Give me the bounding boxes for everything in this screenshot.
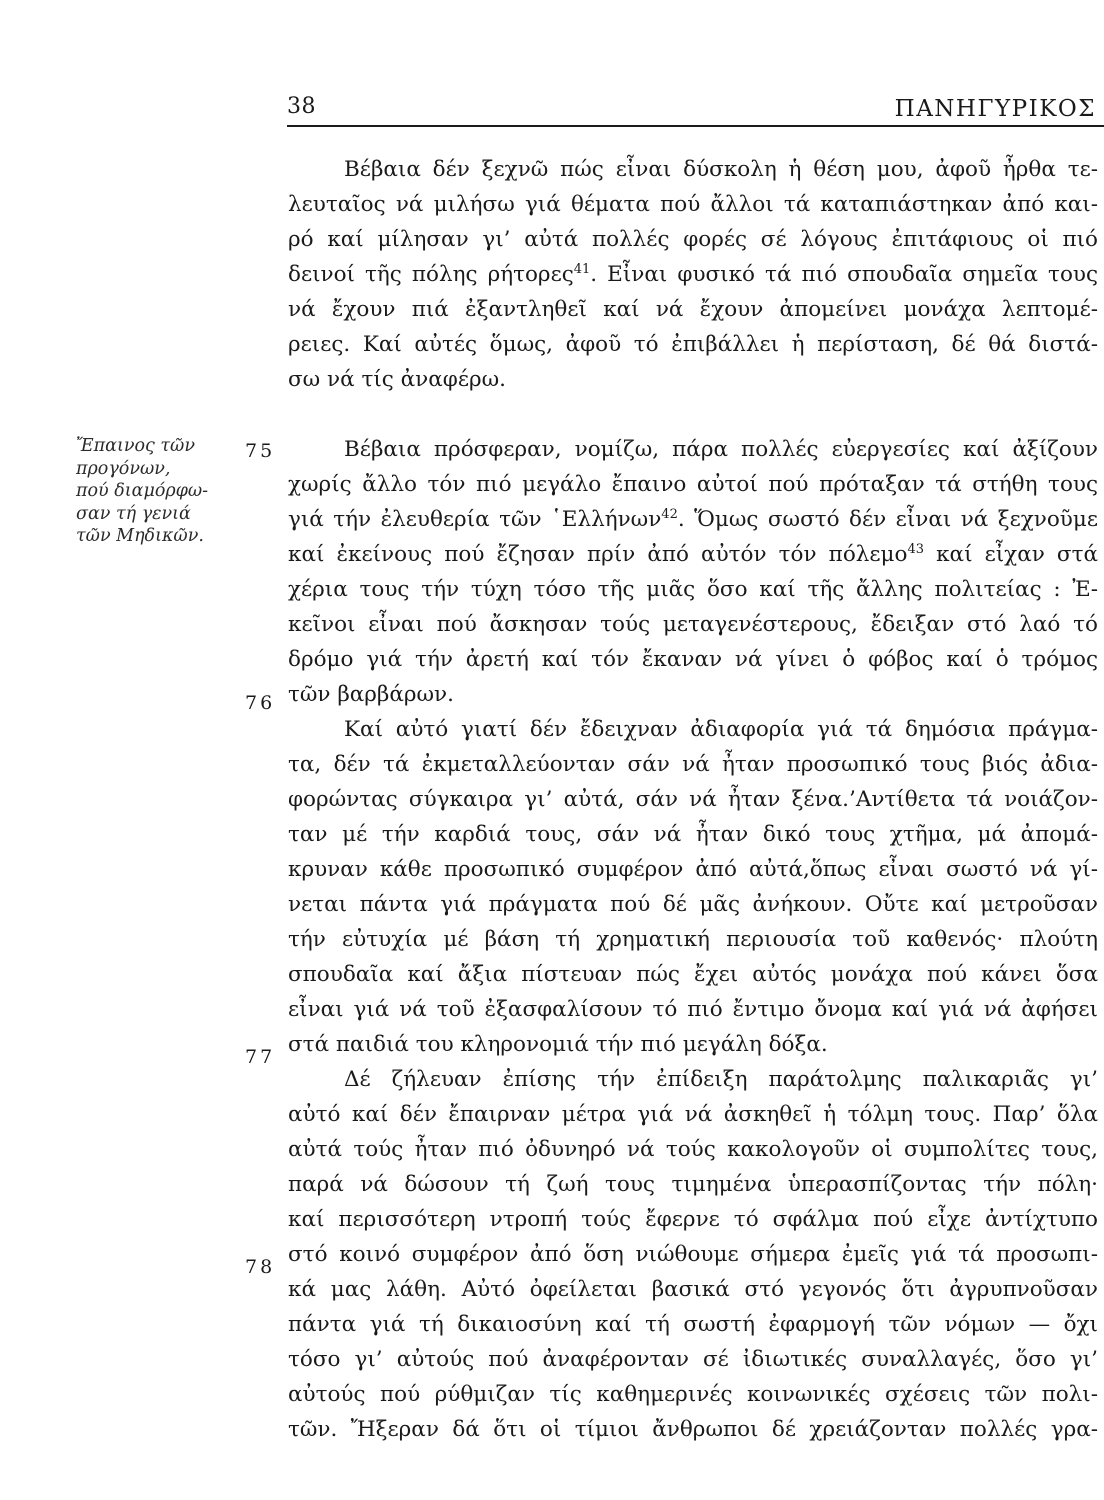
text-fragment: καί εἶχαν στά <box>924 542 1098 567</box>
header-rule <box>287 125 1104 127</box>
text-line: κά μας λάθη. Αὐτό ὀφείλεται βασικά στό γεγονός ὅτι ἀγρυπνοῦσαν <box>288 1277 1098 1302</box>
text-line: αὐτά τούς ἦταν πιό ὀδυνηρό νά τούς κακολογοῦν οἱ συμπολίτες τους, <box>288 1137 1098 1162</box>
text-line: νά ἔχουν πιά ἐξαντληθεῖ καί νά ἔχουν ἀπομείνει μονάχα λεπτομέ- <box>288 297 1098 322</box>
text-line: τόσο γι’ αὐτούς πού ἀναφέρονταν σέ ἰδιωτικές συναλλαγές, ὅσο γι’ <box>288 1347 1098 1372</box>
margin-note-line: σαν τή γενιά <box>76 503 191 524</box>
text-line: σω νά τίς ἀναφέρω. <box>288 367 506 392</box>
text-line: αὐτό καί δέν ἔπαιρναν μέτρα γιά νά ἀσκηθεῖ ἡ τόλμη τους. Παρ’ ὅλα <box>288 1102 1098 1127</box>
margin-note-line: τῶν Μηδικῶν. <box>76 526 204 546</box>
text-line: δρόμο γιά τήν ἀρετή καί τόν ἔκαναν νά γίνει ὁ φόβος καί ὁ τρόμος <box>288 647 1098 672</box>
text-line: τα, δέν τά ἐκμεταλλεύονταν σάν νά ἦταν προσωπικό τους βιός ἀδια- <box>288 752 1098 777</box>
text-line: αὐτούς πού ρύθμιζαν τίς καθημερινές κοινωνικές σχέσεις τῶν πολι- <box>288 1382 1098 1407</box>
text-line: εἶναι γιά νά τοῦ ἐξασφαλίσουν τό πιό ἔντιμο ὄνομα καί γιά νά ἀφήσει <box>288 997 1098 1022</box>
text-fragment: καί ἐκείνους πού ἔζησαν πρίν ἀπό αὐτόν τόν πόλεμο <box>288 542 908 567</box>
text-line: τῶν βαρβάρων. <box>288 682 454 707</box>
footnote-ref: 41 <box>573 261 591 277</box>
text-line: ρειες. Καί αὐτές ὅμως, ἀφοῦ τό ἐπιβάλλει ἡ περίσταση, δέ θά διστά- <box>288 332 1098 357</box>
text-line: ρό καί μίλησαν γι’ αὐτά πολλές φορές σέ λόγους ἐπιτάφιους οἱ πιό <box>288 227 1098 252</box>
text-line: Καί αὐτό γιατί δέν ἔδειχναν ἀδιαφορία γιά τά δημόσια πράγμα- <box>344 717 1098 742</box>
text-line: τῶν. Ἤξεραν δά ὅτι οἱ τίμιοι ἄνθρωποι δέ χρειάζονταν πολλές γρα- <box>288 1417 1098 1442</box>
text-line: στό κοινό συμφέρον ἀπό ὅση νιώθουμε σήμερα ἐμεῖς γιά τά προσωπι- <box>288 1242 1098 1267</box>
text-fragment: γιά τήν ἐλευθερία τῶν ῾Ελλήνων <box>288 507 662 532</box>
text-line: παρά νά δώσουν τή ζωή τους τιμημένα ὑπερασπίζοντας τήν πόλη· <box>288 1172 1098 1197</box>
text-line: στά παιδιά του κληρονομιά τήν πιό μεγάλη δόξα. <box>288 1032 828 1057</box>
margin-note-line: Ἔπαινος τῶν <box>76 436 195 456</box>
text-line: λευταῖος νά μιλήσω γιά θέματα πού ἄλλοι τά καταπιάστηκαν ἀπό και- <box>288 192 1098 217</box>
text-line: ταν μέ τήν καρδιά τους, σάν νά ἦταν δικό τους χτῆμα, μά ἀπομά- <box>288 822 1098 847</box>
paragraph-number-78: 78 <box>245 1256 276 1278</box>
footnote-ref: 43 <box>907 541 924 557</box>
text-line: τήν εὐτυχία μέ βάση τή χρηματική περιουσία τοῦ καθενός· πλούτη <box>288 927 1098 952</box>
text-line: κρυναν κάθε προσωπικό συμφέρον ἀπό αὐτά,ὅπως εἶναι σωστό νά γί- <box>288 857 1098 882</box>
text-line: φορώντας σύγκαιρα γι’ αὐτά, σάν νά ἦταν ξένα.’Αντίθετα τά νοιάζον- <box>288 787 1098 812</box>
text-line: πάντα γιά τή δικαιοσύνη καί τή σωστή ἐφαρμογή τῶν νόμων — ὄχι <box>288 1312 1098 1337</box>
text-line: σπουδαῖα καί ἄξια πίστευαν πώς ἔχει αὐτός μονάχα πού κάνει ὅσα <box>288 962 1098 987</box>
text-line <box>288 261 1098 289</box>
text-line <box>288 506 1098 534</box>
text-line <box>288 541 1098 569</box>
text-fragment: . Ὅμως σωστό δέν εἶναι νά ξεχνοῦμε <box>677 507 1098 532</box>
text-line: Βέβαια δέν ξεχνῶ πώς εἶναι δύσκολη ἡ θέση μου, ἀφοῦ ἦρθα τε- <box>344 157 1098 182</box>
paragraph-number-76: 76 <box>245 692 276 714</box>
text-line: κεῖνοι εἶναι πού ἄσκησαν τούς μεταγενέστερους, ἔδειξαν στό λαό τό <box>288 612 1098 637</box>
text-line: καί περισσότερη ντροπή τούς ἔφερνε τό σφάλμα πού εἶχε ἀντίχτυπο <box>288 1207 1098 1232</box>
text-line: Δέ ζήλευαν ἐπίσης τήν ἐπίδειξη παράτολμης παλικαριᾶς γι’ <box>344 1067 1098 1092</box>
footnote-ref: 42 <box>661 506 678 522</box>
text-fragment: δεινοί τῆς πόλης ρήτορες <box>288 262 574 287</box>
text-line: Βέβαια πρόσφεραν, νομίζω, πάρα πολλές εὐεργεσίες καί ἀξίζουν <box>344 437 1098 462</box>
margin-note-line: προγόνων, <box>76 458 171 479</box>
running-head: ΠΑΝΗΓΥΡΙΚΟΣ <box>894 96 1096 122</box>
margin-note <box>76 435 251 548</box>
text-line: χέρια τους τήν τύχη τόσο τῆς μιᾶς ὅσο καί τῆς ἄλλης πολιτείας : Ἐ- <box>288 577 1098 602</box>
page-number: 38 <box>287 94 316 119</box>
paragraph-number-77: 77 <box>245 1046 276 1068</box>
text-fragment: . Εἶναι φυσικό τά πιό σπουδαῖα σημεῖα τους <box>590 262 1098 287</box>
paragraph-number-75: 75 <box>245 440 276 462</box>
text-line: νεται πάντα γιά πράγματα πού δέ μᾶς ἀνήκουν. Οὔτε καί μετροῦσαν <box>288 892 1098 917</box>
margin-note-line: πού διαμόρφω- <box>76 481 209 501</box>
text-line: χωρίς ἄλλο τόν πιό μεγάλο ἔπαινο αὐτοί πού πρόταξαν τά στήθη τους <box>288 472 1098 497</box>
